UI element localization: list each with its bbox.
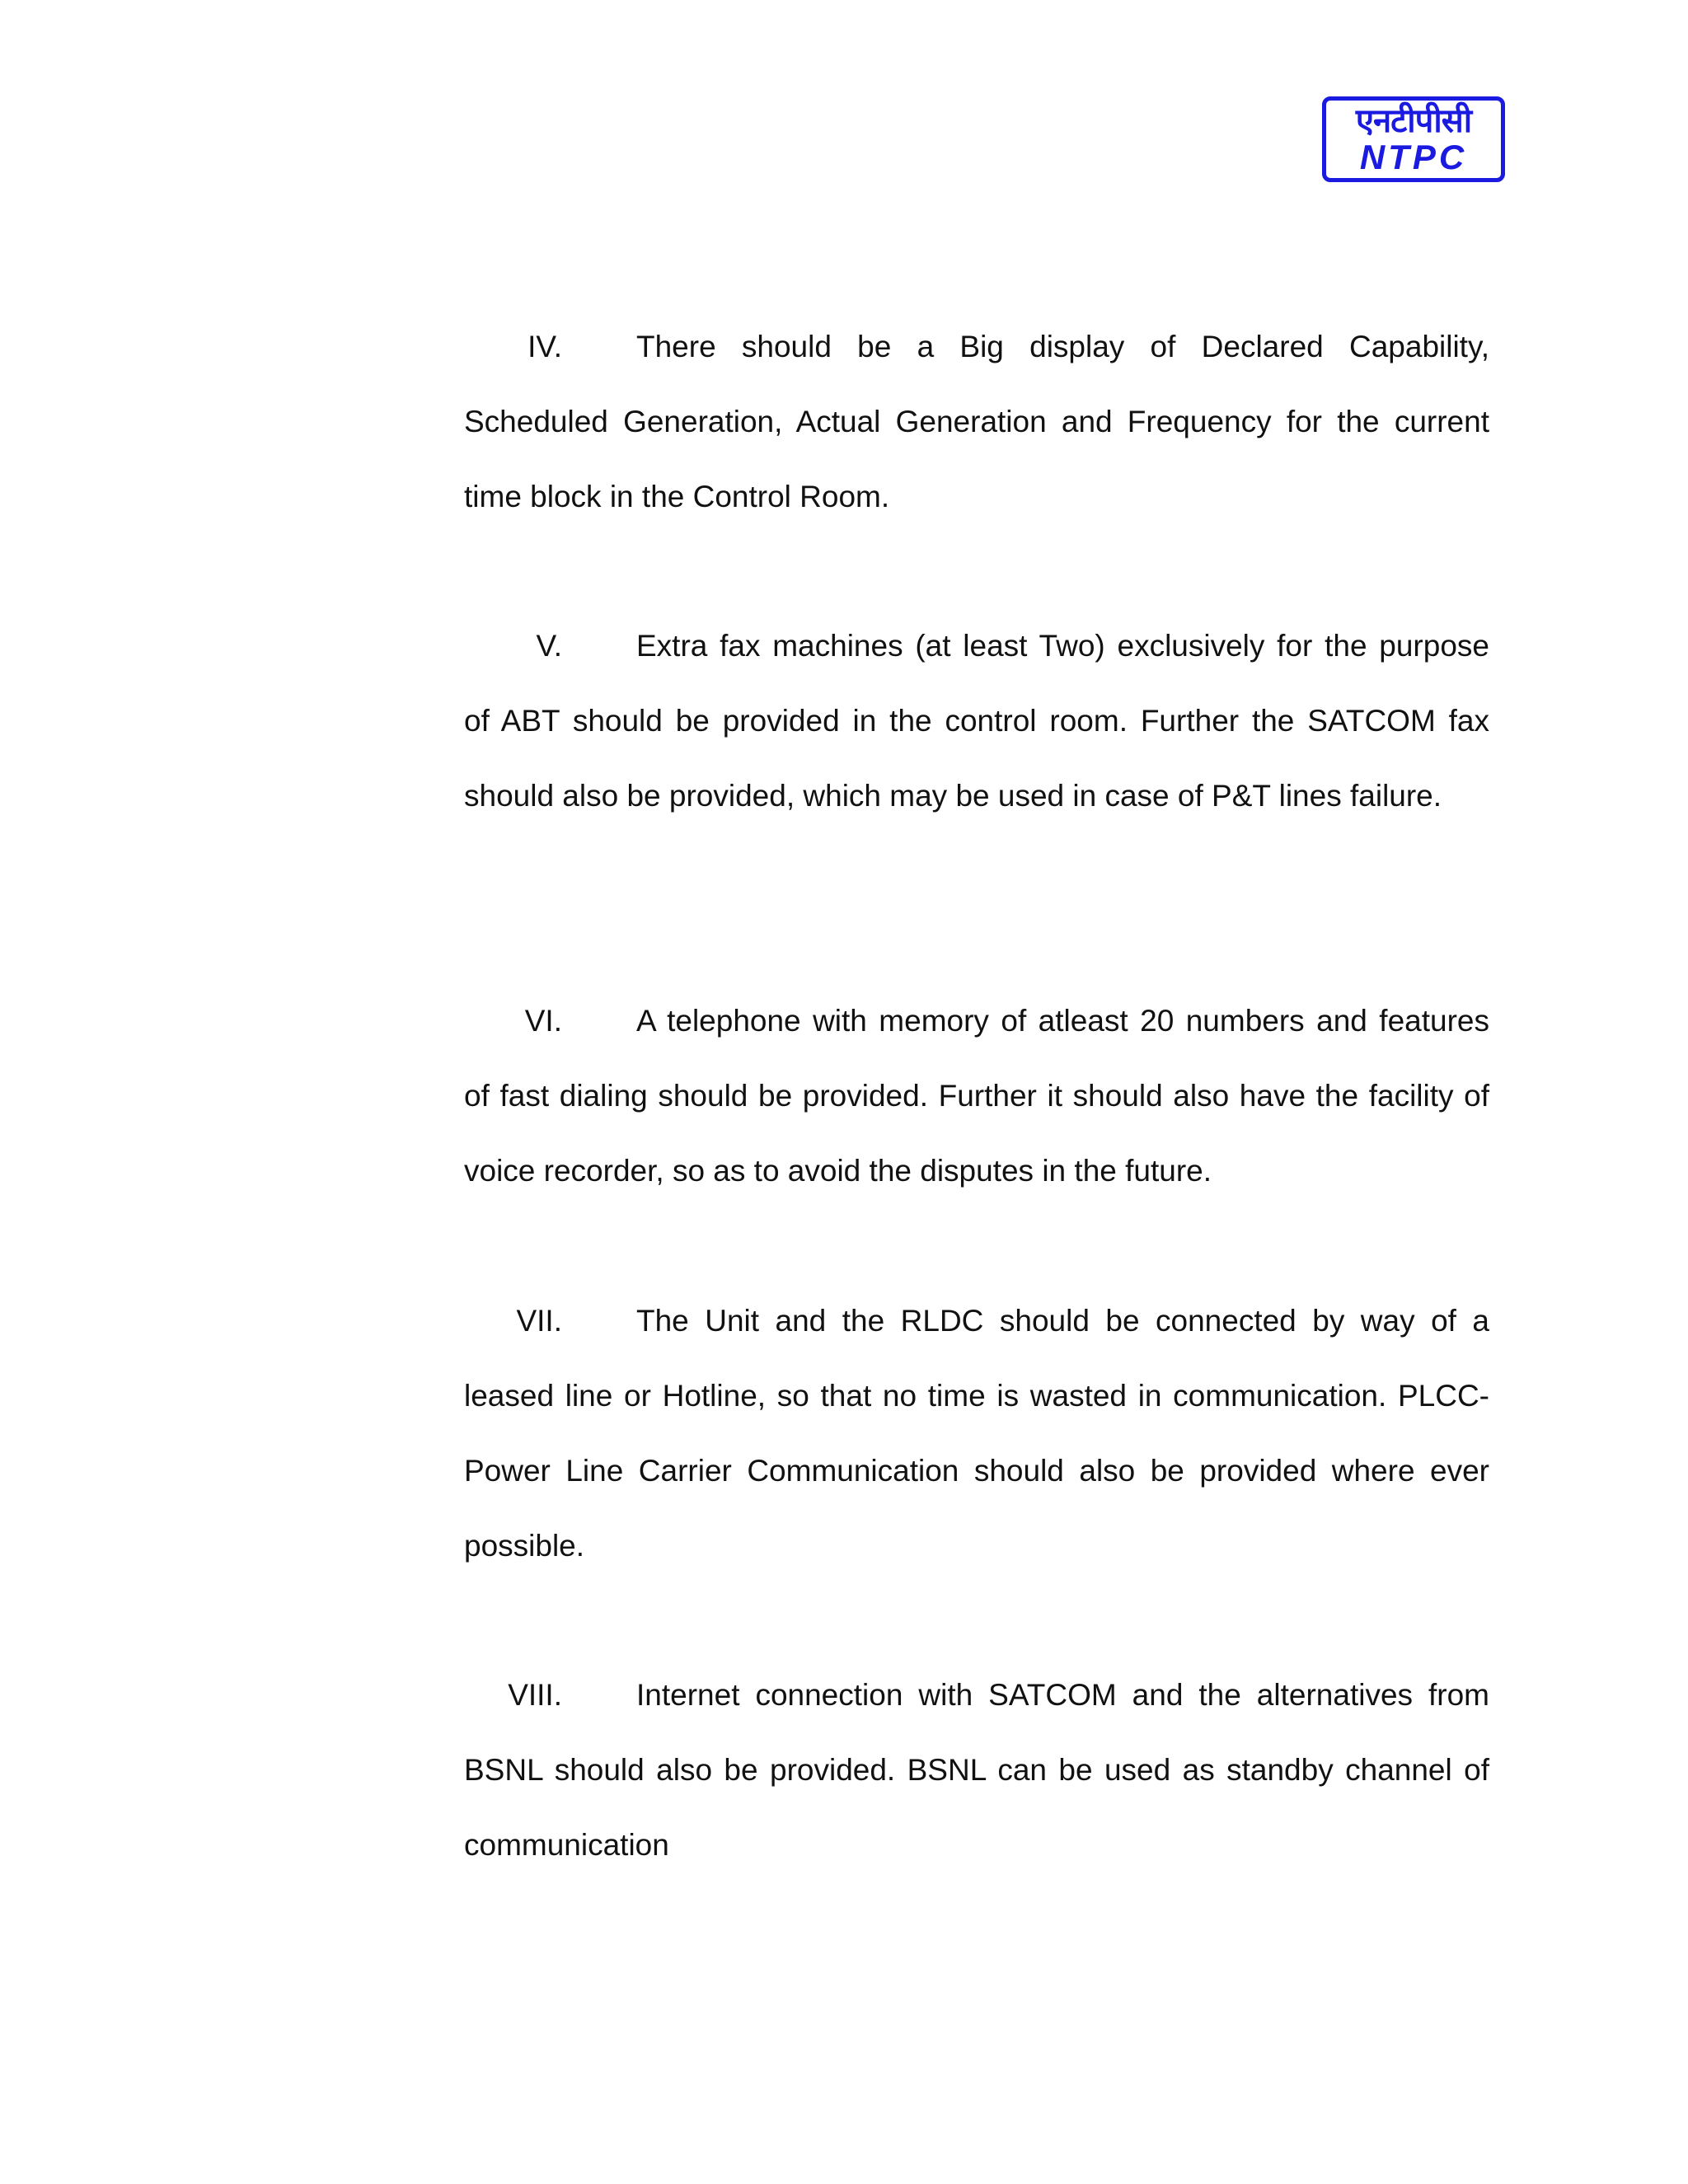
item-number: VIII. [508,1678,562,1712]
item-text: Extra fax machines (at least Two) exclusively for the purpose of ABT should be provided in the control room. Further the SATCOM fax should also be provided, which may be used in case of P&T lines failure. [464,629,1489,813]
list-item-iv [464,309,1489,534]
item-text: Internet connection with SATCOM and the alternatives from BSNL should also be provided. BSNL can be used as standby channel of communication [464,1678,1489,1862]
logo-hindi-text: एनटीपीसी [1355,102,1472,140]
list-item-vii [464,1283,1489,1583]
item-text: There should be a Big display of Declared Capability, Scheduled Generation, Actual Generation and Frequency for the current time block in the Control Room. [464,330,1489,513]
ntpc-logo [1322,96,1505,182]
item-number: VI. [524,1004,562,1038]
logo-latin-text: NTPC [1359,138,1468,176]
item-number: VII. [516,1304,562,1338]
item-text: A telephone with memory of atleast 20 numbers and features of fast dialing should be provided. Further it should also have the facility of voice recorder, so as to avoid the disputes in the future. [464,1004,1489,1188]
list-item-v [464,608,1489,833]
list-item-viii [464,1657,1489,1882]
item-number: IV. [528,330,562,363]
item-number: V. [536,629,562,663]
item-text: The Unit and the RLDC should be connected by way of a leased line or Hotline, so that no time is wasted in communication. PLCC- Power Line Carrier Communication should also be provided where ever possible. [464,1304,1489,1563]
list-item-vi [464,983,1489,1208]
